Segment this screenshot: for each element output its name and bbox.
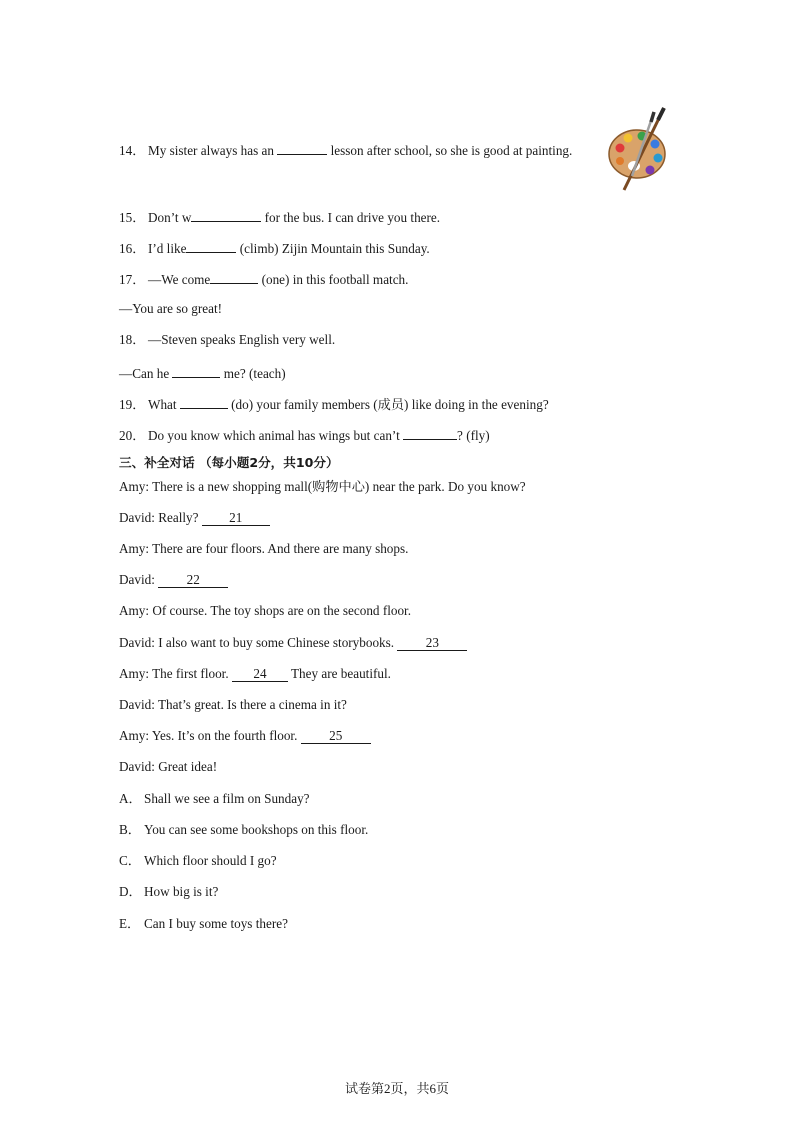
dialogue-text: Amy: The first floor.	[119, 666, 229, 681]
dialogue-blank-25[interactable]: 25	[301, 729, 371, 744]
question-17-reply: —You are so great!	[119, 301, 223, 316]
dialogue-line: Amy: There is a new shopping mall(购物中心) near the park. Do you know?	[119, 479, 526, 494]
option-c	[119, 852, 277, 870]
page-footer: 试卷第2页，共6页	[344, 1081, 449, 1096]
question-text: (do) your family members (成员) like doing in the evening?	[231, 397, 549, 412]
question-number: 15．	[119, 210, 146, 225]
dialogue-line: Amy: Of course. The toy shops are on the second floor.	[119, 603, 412, 618]
dialogue-blank-23[interactable]: 23	[397, 636, 467, 651]
dialogue-blank-24[interactable]: 24	[232, 667, 288, 682]
option-b	[119, 821, 368, 839]
option-letter: B．	[119, 822, 141, 837]
question-17	[119, 269, 408, 289]
question-text: lesson after school, so she is good at painting.	[330, 143, 573, 158]
question-text: —We come	[148, 272, 211, 287]
dialogue-text: Amy: Yes. It’s on the fourth floor.	[119, 728, 298, 743]
dialogue-text: David:	[119, 572, 155, 587]
question-text: I’d like	[148, 241, 187, 256]
question-20	[119, 425, 490, 445]
question-18-line2	[119, 363, 286, 383]
question-text: —Steven speaks English very well.	[148, 332, 336, 347]
option-e	[119, 915, 288, 933]
dialogue-line: David: Great idea!	[119, 759, 218, 774]
question-number: 16．	[119, 241, 146, 256]
question-14	[119, 140, 572, 160]
answer-blank[interactable]	[191, 207, 261, 222]
answer-blank[interactable]	[180, 394, 228, 409]
question-text: Do you know which animal has wings but can’t	[148, 428, 400, 443]
answer-blank[interactable]	[210, 269, 258, 284]
option-text: How big is it?	[144, 884, 219, 899]
dialogue-line	[119, 665, 391, 683]
option-text: Shall we see a film on Sunday?	[144, 791, 310, 806]
option-letter: D．	[119, 884, 142, 899]
dialogue-blank-22[interactable]: 22	[158, 573, 228, 588]
question-number: 20．	[119, 428, 146, 443]
question-number: 14．	[119, 143, 146, 158]
question-text: (one) in this football match.	[261, 272, 409, 287]
question-15	[119, 207, 440, 227]
answer-blank[interactable]	[172, 363, 220, 378]
question-16	[119, 238, 430, 258]
dialogue-line	[119, 634, 467, 652]
option-text: Can I buy some toys there?	[144, 916, 288, 931]
question-18	[119, 331, 335, 349]
dialogue-line	[119, 727, 371, 745]
question-text: (climb) Zijin Mountain this Sunday.	[239, 241, 430, 256]
question-text: What	[148, 397, 177, 412]
dialogue-line	[119, 509, 270, 527]
answer-blank[interactable]	[403, 425, 457, 440]
question-number: 19．	[119, 397, 146, 412]
paint-palette-icon	[608, 104, 670, 194]
question-text: me? (teach)	[223, 366, 286, 381]
dialogue-line: David: That’s great. Is there a cinema in it?	[119, 697, 347, 712]
dialogue-text: They are beautiful.	[291, 666, 391, 681]
dialogue-line	[119, 571, 228, 589]
question-text: —Can he	[119, 366, 170, 381]
dialogue-text: David: Really?	[119, 510, 199, 525]
section-title: 三、补全对话 （每小题2分，共10分）	[119, 455, 339, 470]
answer-blank[interactable]	[277, 140, 327, 155]
option-text: Which floor should I go?	[144, 853, 277, 868]
dialogue-line: Amy: There are four floors. And there are many shops.	[119, 541, 409, 556]
option-text: You can see some bookshops on this floor.	[144, 822, 369, 837]
dialogue-blank-21[interactable]: 21	[202, 511, 270, 526]
question-text: Don’t w	[148, 210, 192, 225]
question-text: for the bus. I can drive you there.	[264, 210, 441, 225]
option-letter: C．	[119, 853, 141, 868]
question-number: 17．	[119, 272, 146, 287]
question-text: My sister always has an	[148, 143, 274, 158]
option-d	[119, 883, 218, 901]
answer-blank[interactable]	[186, 238, 236, 253]
question-number: 18．	[119, 332, 146, 347]
question-text: ? (fly)	[457, 428, 490, 443]
option-letter: A．	[119, 791, 142, 806]
option-letter: E．	[119, 916, 141, 931]
option-a	[119, 790, 310, 808]
question-19	[119, 394, 549, 414]
dialogue-text: David: I also want to buy some Chinese storybooks.	[119, 635, 395, 650]
